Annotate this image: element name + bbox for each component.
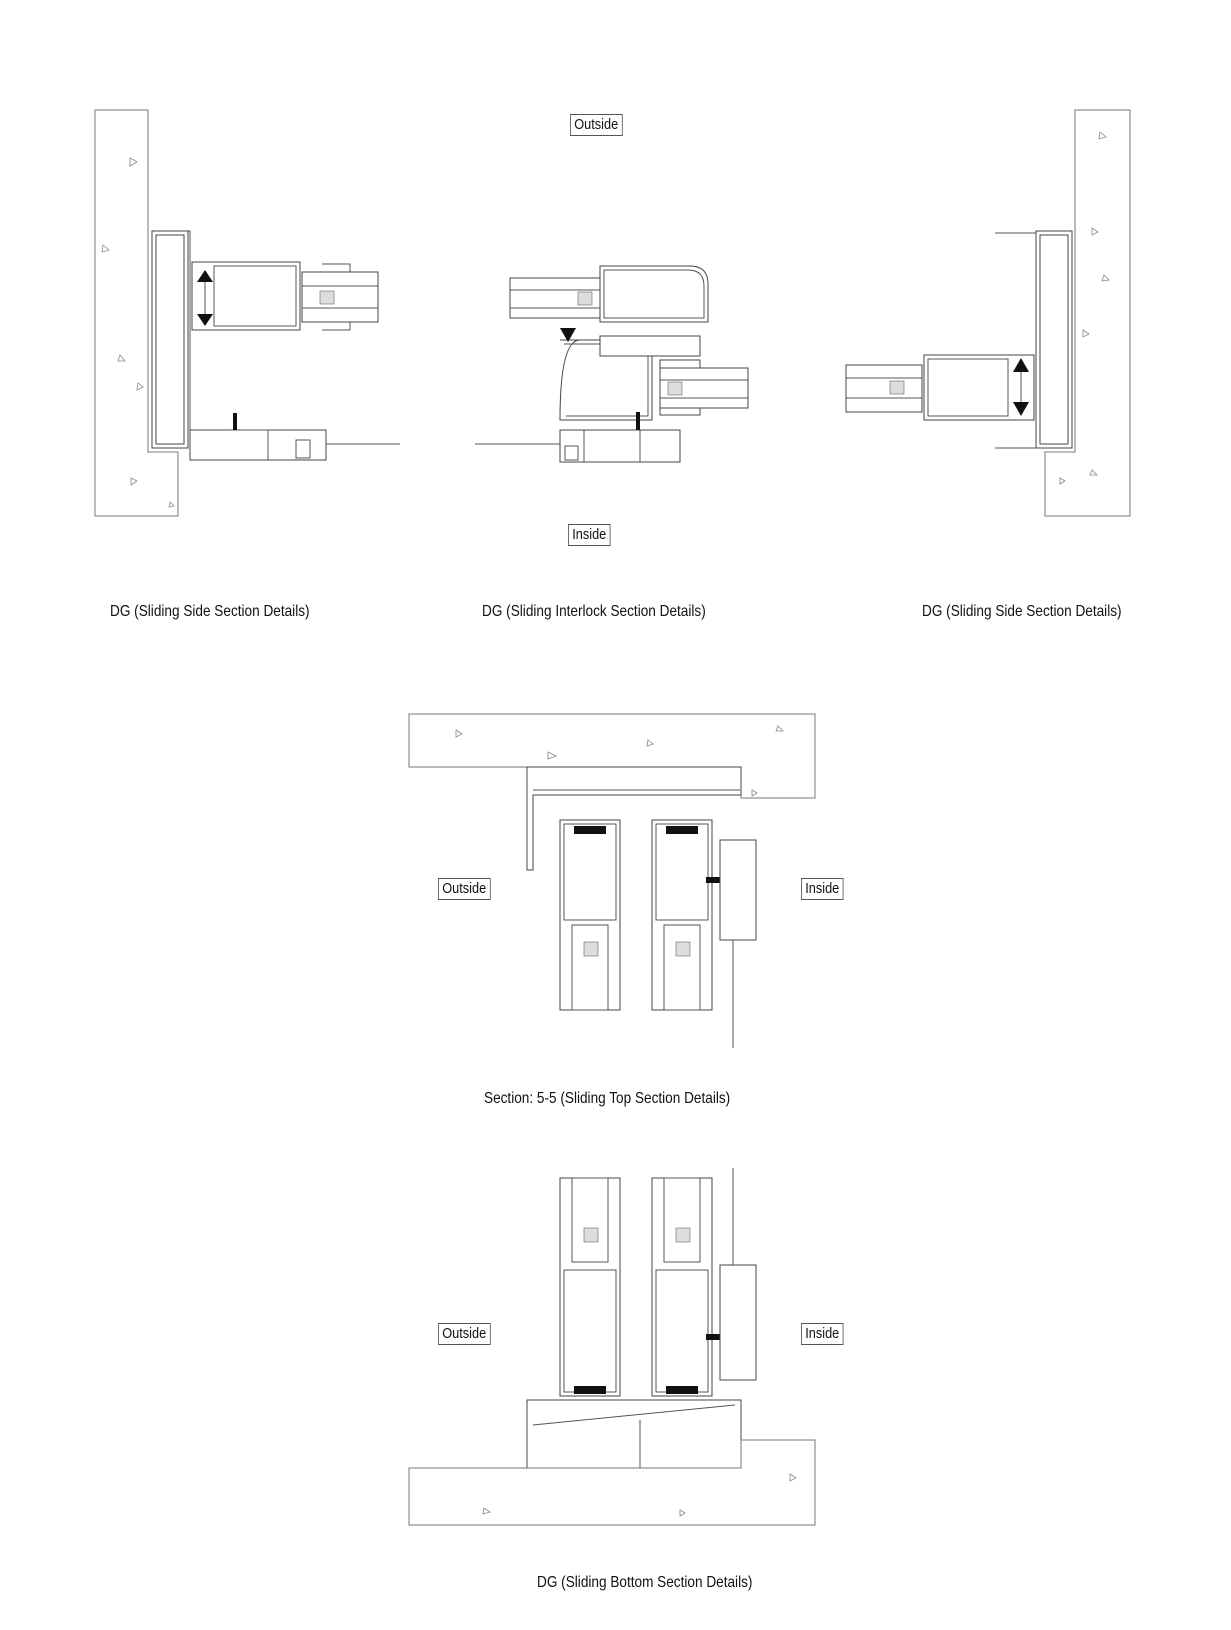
side-frame-profile: [1036, 231, 1072, 448]
caption-top: Section: 5-5 (Sliding Top Section Details): [484, 1090, 731, 1107]
side-frame-profile: [152, 231, 188, 448]
outer-sash-profile: [560, 1178, 620, 1396]
outside-label-mid: Outside: [438, 878, 490, 900]
inside-label-mid: Inside: [801, 878, 844, 900]
detail-bottom-section: [409, 1168, 815, 1525]
outer-sash-profile: [560, 820, 620, 1010]
caption-bottom: DG (Sliding Bottom Section Details): [537, 1574, 753, 1591]
inner-sash-profile: [652, 820, 712, 1010]
inside-trim: [720, 1265, 756, 1380]
sill-frame-profile: [527, 1400, 741, 1468]
bottom-track: [190, 430, 326, 460]
inside-label-top: Inside: [568, 524, 611, 546]
outside-label-bottom: Outside: [438, 1323, 490, 1345]
caption-side-left: DG (Sliding Side Section Details): [110, 603, 310, 620]
detail-side-section-left: [95, 110, 400, 516]
detail-side-section-right: [846, 110, 1130, 516]
glazing-unit: [846, 365, 922, 412]
caption-interlock: DG (Sliding Interlock Section Details): [482, 603, 706, 620]
inner-sash-profile: [652, 1178, 712, 1396]
inside-label-bottom: Inside: [801, 1323, 844, 1345]
caption-side-right: DG (Sliding Side Section Details): [922, 603, 1122, 620]
glazing-unit: [302, 272, 378, 322]
upper-sash-profile: [600, 266, 708, 322]
outside-label-top: Outside: [570, 114, 622, 136]
spacer: [320, 291, 334, 304]
detail-interlock-section: [475, 266, 748, 462]
inside-trim: [720, 840, 756, 940]
